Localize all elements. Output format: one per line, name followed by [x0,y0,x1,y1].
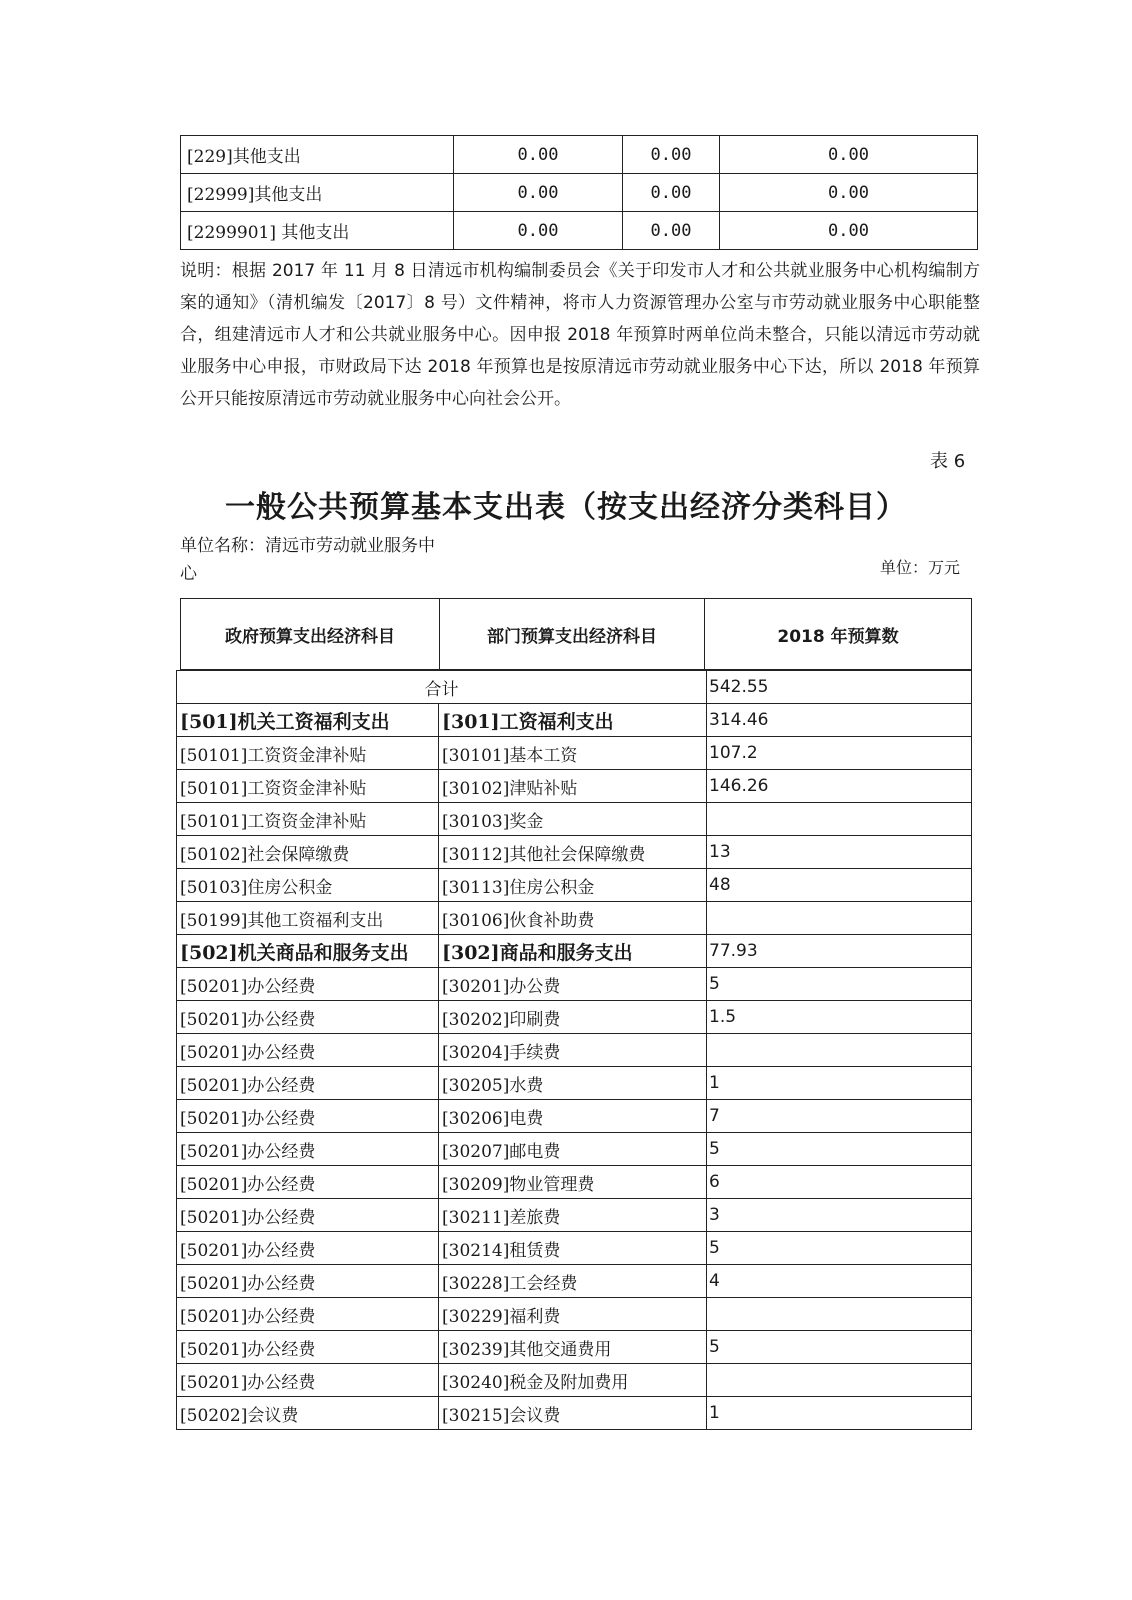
top-row-value-c: 0.00 [720,136,978,174]
gov-subject-cell: [50202]会议费 [177,1397,439,1430]
table-row [177,1232,972,1265]
dept-subject-cell: [30202]印刷费 [439,1001,707,1034]
budget-value-cell: 1 [707,1397,972,1430]
table-row [177,770,972,803]
budget-value-cell: 1 [707,1067,972,1100]
top-row-value-a: 0.00 [454,212,623,250]
header-gov-subject: 政府预算支出经济科目 [181,599,440,670]
dept-subject-cell: [30102]津贴补贴 [439,770,707,803]
dept-subject-cell: [302]商品和服务支出 [439,935,707,968]
dept-subject-cell: [30201]办公费 [439,968,707,1001]
top-row-code: [2299901] 其他支出 [181,212,454,250]
dept-subject-cell: [30205]水费 [439,1067,707,1100]
top-row-value-a: 0.00 [454,136,623,174]
gov-subject-cell: [50201]办公经费 [177,1001,439,1034]
budget-value-cell [707,1298,972,1331]
budget-value-cell [707,902,972,935]
total-row [177,671,972,704]
dept-subject-cell: [30229]福利费 [439,1298,707,1331]
dept-subject-cell: [30211]差旅费 [439,1199,707,1232]
gov-subject-cell: [50201]办公经费 [177,968,439,1001]
table-row [177,1133,972,1166]
top-row-code: [22999]其他支出 [181,174,454,212]
page-title: 一般公共预算基本支出表（按支出经济分类科目） [225,490,907,525]
gov-subject-cell: [50101]工资资金津补贴 [177,803,439,836]
table-row [177,1100,972,1133]
dept-subject-cell: [30239]其他交通费用 [439,1331,707,1364]
budget-value-cell [707,1034,972,1067]
top-table-row [181,174,978,212]
budget-value-cell: 13 [707,836,972,869]
budget-value-cell: 77.93 [707,935,972,968]
dept-subject-cell: [30113]住房公积金 [439,869,707,902]
budget-value-cell: 48 [707,869,972,902]
budget-value-cell: 107.2 [707,737,972,770]
gov-subject-cell: [50199]其他工资福利支出 [177,902,439,935]
table-row [177,1397,972,1430]
total-label: 合计 [177,671,707,704]
top-row-value-b: 0.00 [623,174,720,212]
budget-table-header [180,598,972,670]
budget-value-cell: 3 [707,1199,972,1232]
gov-subject-cell: [50201]办公经费 [177,1034,439,1067]
total-value: 542.55 [707,671,972,704]
gov-subject-cell: [50201]办公经费 [177,1298,439,1331]
table-row [177,869,972,902]
top-row-value-b: 0.00 [623,212,720,250]
gov-subject-cell: [50201]办公经费 [177,1166,439,1199]
table-row [177,1331,972,1364]
budget-table [176,670,972,1430]
table-row [177,1067,972,1100]
table-row [177,836,972,869]
top-row-value-c: 0.00 [720,174,978,212]
gov-subject-cell: [502]机关商品和服务支出 [177,935,439,968]
dept-subject-cell: [30215]会议费 [439,1397,707,1430]
budget-value-cell: 146.26 [707,770,972,803]
gov-subject-cell: [50201]办公经费 [177,1232,439,1265]
gov-subject-cell: [50201]办公经费 [177,1067,439,1100]
gov-subject-cell: [501]机关工资福利支出 [177,704,439,737]
table-row [177,1199,972,1232]
table-row [177,968,972,1001]
gov-subject-cell: [50103]住房公积金 [177,869,439,902]
dept-subject-cell: [30204]手续费 [439,1034,707,1067]
gov-subject-cell: [50201]办公经费 [177,1133,439,1166]
budget-value-cell: 7 [707,1100,972,1133]
dept-subject-cell: [30240]税金及附加费用 [439,1364,707,1397]
budget-value-cell: 5 [707,1133,972,1166]
table-row [177,1298,972,1331]
table-row [177,1265,972,1298]
budget-value-cell: 5 [707,1232,972,1265]
table-row [177,1364,972,1397]
header-dept-subject: 部门预算支出经济科目 [440,599,705,670]
budget-value-cell [707,1364,972,1397]
gov-subject-cell: [50201]办公经费 [177,1364,439,1397]
gov-subject-cell: [50201]办公经费 [177,1265,439,1298]
top-table-row [181,136,978,174]
table-row [177,704,972,737]
dept-subject-cell: [30214]租赁费 [439,1232,707,1265]
header-budget-2018: 2018 年预算数 [705,599,972,670]
top-table-row [181,212,978,250]
budget-value-cell: 314.46 [707,704,972,737]
dept-subject-cell: [30106]伙食补助费 [439,902,707,935]
top-row-value-b: 0.00 [623,136,720,174]
gov-subject-cell: [50201]办公经费 [177,1199,439,1232]
budget-value-cell [707,803,972,836]
unit-label: 单位：万元 [880,558,961,577]
table-row [177,1034,972,1067]
table-row [177,737,972,770]
dept-subject-cell: [30228]工会经费 [439,1265,707,1298]
budget-value-cell: 1.5 [707,1001,972,1034]
dept-subject-cell: [30103]奖金 [439,803,707,836]
gov-subject-cell: [50101]工资资金津补贴 [177,737,439,770]
table-row [177,1166,972,1199]
gov-subject-cell: [50201]办公经费 [177,1331,439,1364]
explanation-note: 说明：根据 2017 年 11 月 8 日清远市机构编制委员会《关于印发市人才和公共就业服务中心机构编制方案的通知》（清机编发〔2017〕8 号）文件精神，将市人力资源管理办公室与市劳动就业服务中心职能整合，组建清远市人才和公共就业服务中心。因申报 2018 年预算时两单位尚未整合，只能以清远市劳动就业服务中心申报，市财政局下达 2018 年预算也是按原清远市劳动就业服务中心下达，所以 2018 年预算公开只能按原清远市劳动就业服务中心向社会公开。 [180,261,980,409]
table-row [177,803,972,836]
budget-value-cell: 6 [707,1166,972,1199]
top-table [180,135,978,250]
gov-subject-cell: [50101]工资资金津补贴 [177,770,439,803]
dept-subject-cell: [30101]基本工资 [439,737,707,770]
unit-name: 单位名称：清远市劳动就业服务中心 [180,536,435,584]
table-number: 表 6 [930,451,966,472]
budget-value-cell: 4 [707,1265,972,1298]
top-row-value-c: 0.00 [720,212,978,250]
table-row [177,935,972,968]
gov-subject-cell: [50102]社会保障缴费 [177,836,439,869]
table-row [177,902,972,935]
budget-value-cell: 5 [707,1331,972,1364]
gov-subject-cell: [50201]办公经费 [177,1100,439,1133]
dept-subject-cell: [30206]电费 [439,1100,707,1133]
table-row [177,1001,972,1034]
dept-subject-cell: [30209]物业管理费 [439,1166,707,1199]
top-row-code: [229]其他支出 [181,136,454,174]
top-row-value-a: 0.00 [454,174,623,212]
dept-subject-cell: [301]工资福利支出 [439,704,707,737]
dept-subject-cell: [30207]邮电费 [439,1133,707,1166]
budget-value-cell: 5 [707,968,972,1001]
dept-subject-cell: [30112]其他社会保障缴费 [439,836,707,869]
